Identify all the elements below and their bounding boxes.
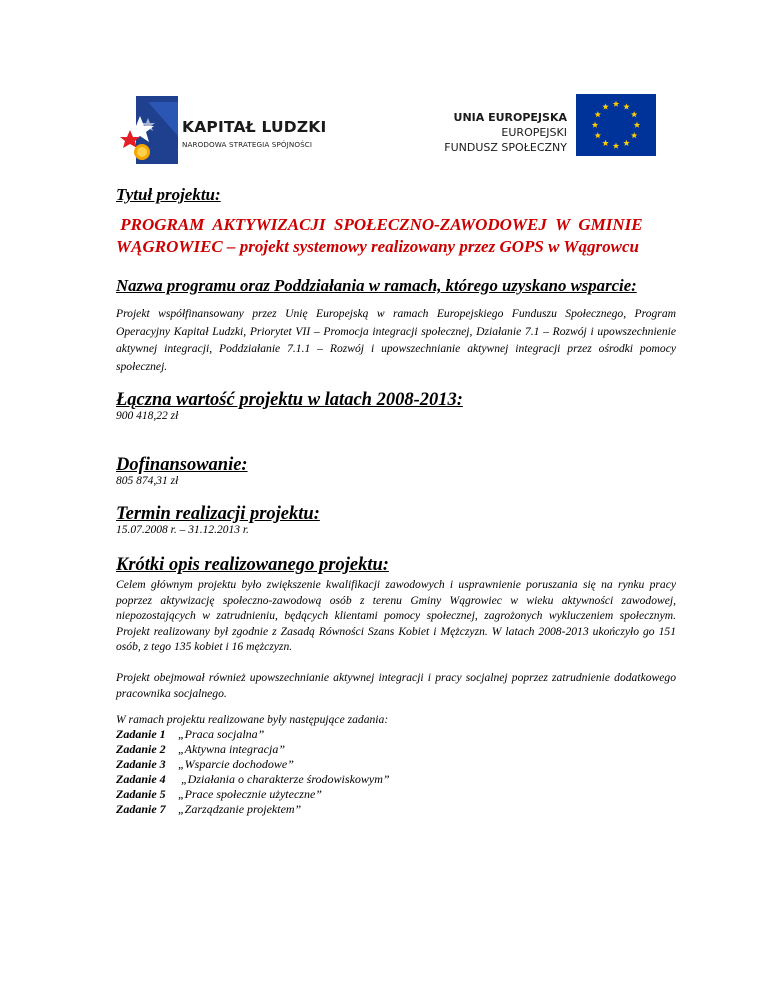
task-label: Zadanie 7 (116, 802, 166, 816)
kapital-ludzki-emblem-icon (118, 96, 178, 164)
funding-heading: Dofinansowanie: (116, 455, 248, 475)
term-text: 15.07.2008 r. – 31.12.2013 r. (116, 524, 249, 536)
value-heading: Łączna wartość projektu w latach 2008-2013: (116, 390, 463, 410)
program-heading: Nazwa programu oraz Poddziałania w ramach, którego uzyskano wsparcie: (116, 276, 637, 295)
task-name: „Prace społecznie użyteczne” (178, 787, 322, 801)
ue-line-3: FUNDUSZ SPOŁECZNY (444, 141, 567, 154)
ue-line-2: EUROPEJSKI (501, 126, 567, 139)
task-item (116, 772, 390, 787)
task-item (116, 742, 390, 757)
task-label: Zadanie 1 (116, 727, 166, 741)
task-label: Zadanie 2 (116, 742, 166, 756)
program-text: Projekt współfinansowany przez Unię Europejską w ramach Europejskiego Funduszu Społecznego, Program Operacyjny Kapitał Ludzki, Priorytet VII – Promocja integracji społecznej, Działanie 7.1 – Rozwój i upowszechnienie aktywnej integracji, Poddziałanie 7.1.1 – Rozwój i upowszechnianie aktywnej integracji przez ośrodki pomocy społecznej. (116, 307, 676, 373)
tasks-intro: W ramach projektu realizowane były następujące zadania: (116, 713, 389, 726)
term-heading: Termin realizacji projektu: (116, 504, 320, 524)
ue-logo-text (437, 110, 567, 155)
task-label: Zadanie 4 (116, 772, 166, 786)
description-paragraph-1: Celem głównym projektu było zwiększenie kwalifikacji zawodowych i usprawnienie poruszania się na rynku pracy poprzez aktywizację społeczno-zawodową osób z terenu Gminy Wągrowiec w wieku aktywności zawodowej, niepozostających w zatrudnieniu, będących klientami pomocy społecznej, zagrożonych wykluczeniem społecznym. Projekt realizowany był zgodnie z Zasadą Równości Szans Kobiet i Mężczyzn. W latach 2008-2013 ukończyło go 151 osób, z tego 135 kobiet i 16 mężczyzn. (116, 578, 676, 653)
task-name: „Wsparcie dochodowe” (178, 757, 294, 771)
kapital-ludzki-subtitle: NARODOWA STRATEGIA SPÓJNOŚCI (182, 140, 313, 149)
task-item (116, 787, 390, 802)
task-name: „Praca socjalna” (178, 727, 265, 741)
tasks-list (116, 727, 390, 817)
funding-text: 805 874,31 zł (116, 475, 179, 487)
description-paragraph-2: Projekt obejmował również upowszechnianie aktywnej integracji i pracy socjalnej poprzez zatrudnienie dodatkowego pracownika socjalnego. (116, 671, 676, 700)
task-label: Zadanie 3 (116, 757, 166, 771)
ue-line-1: UNIA EUROPEJSKA (453, 111, 567, 124)
value-text: 900 418,22 zł (116, 410, 179, 422)
kapital-ludzki-logo (118, 96, 368, 164)
task-item (116, 757, 390, 772)
description-heading: Krótki opis realizowanego projektu: (116, 555, 389, 575)
task-item (116, 727, 390, 742)
task-name: „Działania o charakterze środowiskowym” (178, 772, 390, 786)
title-heading: Tytuł projektu: (116, 185, 221, 204)
task-name: „Zarządzanie projektem” (178, 802, 302, 816)
eu-flag-icon (576, 94, 656, 156)
kapital-ludzki-title: KAPITAŁ LUDZKI (182, 118, 327, 136)
task-name: „Aktywna integracja” (178, 742, 285, 756)
project-title-line-2: WĄGROWIEC – projekt systemowy realizowany przez GOPS w Wągrowcu (116, 237, 639, 256)
task-label: Zadanie 5 (116, 787, 166, 801)
project-title-line-1: PROGRAM AKTYWIZACJI SPOŁECZNO-ZAWODOWEJ W GMINIE (116, 215, 643, 234)
task-item (116, 802, 390, 817)
